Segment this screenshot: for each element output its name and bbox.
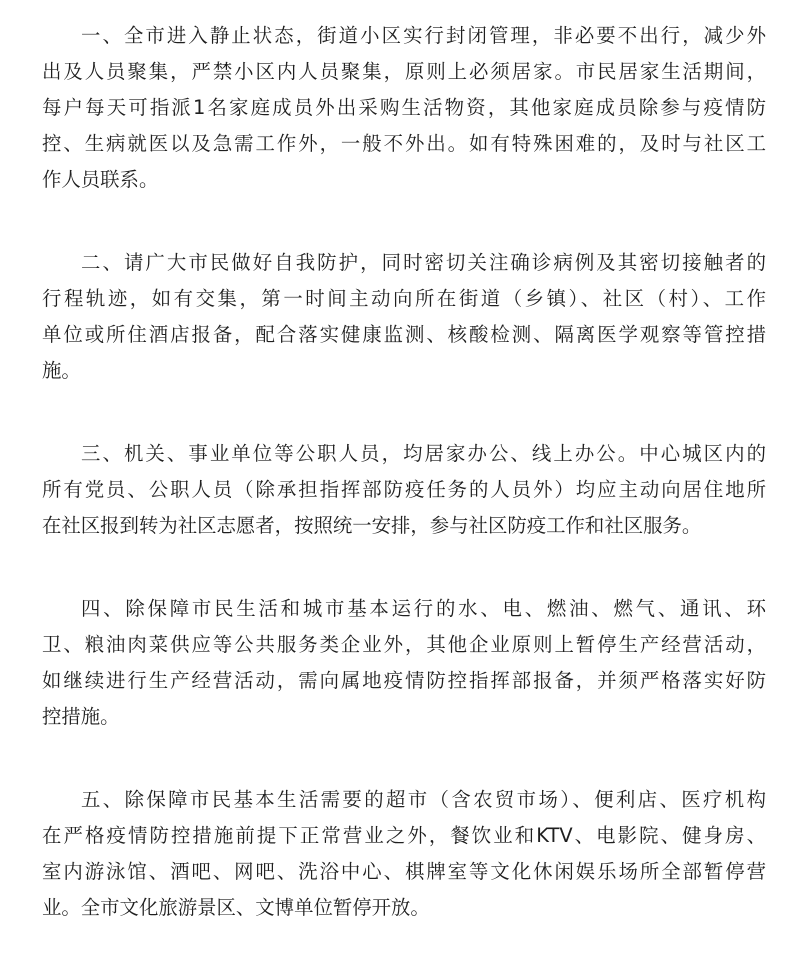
text-line: 业。全市文化旅游景区、文博单位暂停开放。 (42, 896, 430, 919)
text-line: 所有党员、公职人员（除承担指挥部防疫任务的人员外）均应主动向居住地所 (42, 478, 766, 501)
text-line: 每户每天可指派1名家庭成员外出采购生活物资，其他家庭成员除参与疫情防 (42, 96, 766, 119)
paragraph-1 (42, 18, 766, 198)
paragraph-5 (42, 782, 766, 926)
text-line: 在社区报到转为社区志愿者，按照统一安排，参与社区防疫工作和社区服务。 (42, 514, 702, 537)
text-line: 作人员联系。 (42, 168, 159, 191)
text-line: 控措施。 (42, 705, 120, 728)
text-line: 四、除保障市民生活和城市基本运行的水、电、燃油、燃气、通讯、环 (81, 597, 766, 620)
text-line: 三、机关、事业单位等公职人员，均居家办公、线上办公。中心城区内的 (81, 442, 766, 465)
text-line: 单位或所住酒店报备，配合落实健康监测、核酸检测、隔离医学观察等管控措 (42, 323, 766, 346)
text-line: 如继续进行生产经营活动，需向属地疫情防控指挥部报备，并须严格落实好防 (42, 669, 766, 692)
text-line: 室内游泳馆、酒吧、网吧、洗浴中心、棋牌室等文化休闲娱乐场所全部暂停营 (42, 860, 766, 883)
document-body (42, 18, 766, 973)
text-line: 在严格疫情防控措施前提下正常营业之外，餐饮业和KTV、电影院、健身房、 (42, 824, 766, 847)
text-line: 二、请广大市民做好自我防护，同时密切关注确诊病例及其密切接触者的 (81, 251, 766, 274)
paragraph-4 (42, 591, 766, 735)
text-line: 出及人员聚集，严禁小区内人员聚集，原则上必须居家。市民居家生活期间， (42, 60, 766, 83)
text-line: 控、生病就医以及急需工作外，一般不外出。如有特殊困难的，及时与社区工 (42, 132, 766, 155)
text-line: 施。 (42, 359, 81, 382)
text-line: 行程轨迹，如有交集，第一时间主动向所在街道（乡镇）、社区（村）、工作 (42, 287, 766, 310)
text-line: 一、全市进入静止状态，街道小区实行封闭管理，非必要不出行，减少外 (81, 24, 766, 47)
paragraph-3 (42, 436, 766, 544)
text-line: 卫、粮油肉菜供应等公共服务类企业外，其他企业原则上暂停生产经营活动， (42, 633, 766, 656)
paragraph-2 (42, 245, 766, 389)
text-line: 五、除保障市民基本生活需要的超市（含农贸市场）、便利店、医疗机构 (81, 788, 766, 811)
